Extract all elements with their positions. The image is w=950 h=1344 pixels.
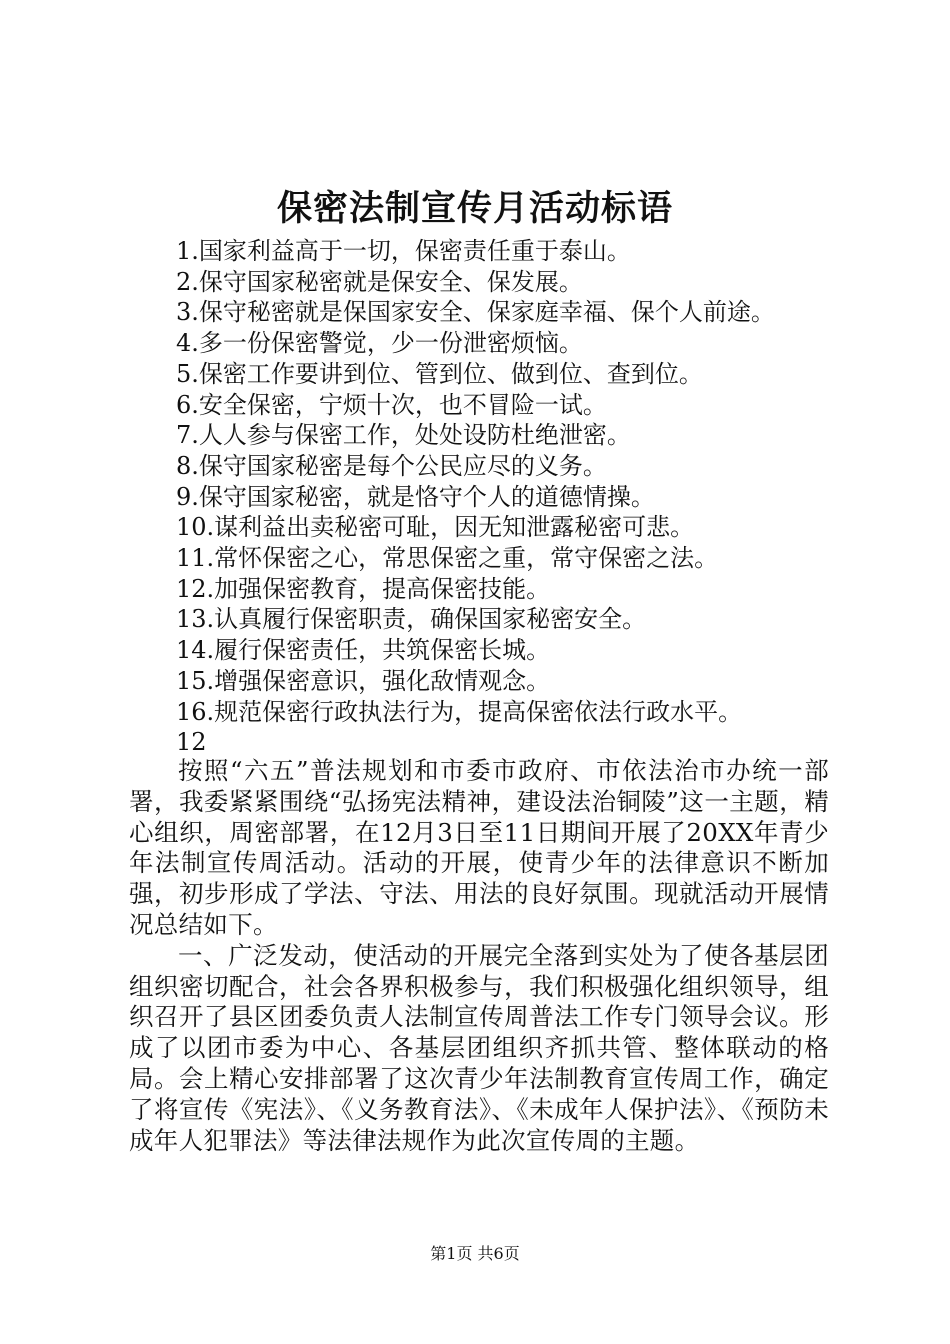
slogan-item: 7.人人参与保密工作，处处设防杜绝泄密。 [176, 421, 631, 450]
slogan-item: 1.国家利益高于一切，保密责任重于泰山。 [176, 237, 631, 265]
slogan-item: 6.安全保密，宁烦十次，也不冒险一试。 [176, 390, 607, 419]
slogan-item: 4.多一份保密警觉，少一份泄密烦恼。 [176, 329, 583, 358]
slogan-item: 10.谋利益出卖秘密可耻，因无知泄露秘密可悲。 [176, 513, 695, 542]
slogan-item: 16.规范保密行政执法行为，提高保密依法行政水平。 [176, 697, 743, 726]
slogan-item: 9.保守国家秘密，就是恪守个人的道德情操。 [176, 482, 655, 511]
body-paragraph: 按照“六五”普法规划和市委市政府、市依法治市办统一部署，我委紧紧围绕“弘扬宪法精神，建设法治铜陵”这一主题，精心组织，周密部署，在12月3日至11日期间开展了20XX年青少年法制宣传周活动。活动的开展，使青少年的法律意识不断加强，初步形成了学法、守法、用法的良好氛围。现就活动开展情况总结如下。 [129, 756, 829, 939]
document-title: 保密法制宣传月活动标语 [276, 188, 673, 229]
slogan-item: 8.保守国家秘密是每个公民应尽的义务。 [176, 451, 607, 480]
body-paragraph: 一、广泛发动，使活动的开展完全落到实处为了使各基层团组织密切配合，社会各界积极参与，我们积极强化组织领导，组织召开了县区团委负责人法制宣传周普法工作专门领导会议。形成了以团市委为中心、各基层团组织齐抓共管、整体联动的格局。会上精心安排部署了这次青少年法制教育宣传周工作，确定了将宣传《宪法》、《义务教育法》、《未成年人保护法》、《预防未成年人犯罪法》等法律法规作为此次宣传周的主题。 [129, 940, 829, 1155]
slogan-item: 12 [176, 728, 207, 757]
slogan-item: 15.增强保密意识，强化敌情观念。 [176, 666, 551, 695]
slogan-item: 11.常怀保密之心，常思保密之重，常守保密之法。 [176, 544, 719, 573]
slogan-item: 2.保守国家秘密就是保安全、保发展。 [176, 267, 583, 296]
page-footer: 第1页 共6页 [430, 1244, 520, 1263]
slogan-list [176, 236, 896, 758]
body-text [129, 756, 829, 1156]
slogan-item: 14.履行保密责任，共筑保密长城。 [176, 636, 551, 665]
slogan-item: 3.保守秘密就是保国家安全、保家庭幸福、保个人前途。 [176, 298, 775, 327]
slogan-item: 12.加强保密教育，提高保密技能。 [176, 574, 551, 603]
slogan-item: 13.认真履行保密职责，确保国家秘密安全。 [176, 605, 647, 634]
slogan-item: 5.保密工作要讲到位、管到位、做到位、查到位。 [176, 359, 703, 388]
